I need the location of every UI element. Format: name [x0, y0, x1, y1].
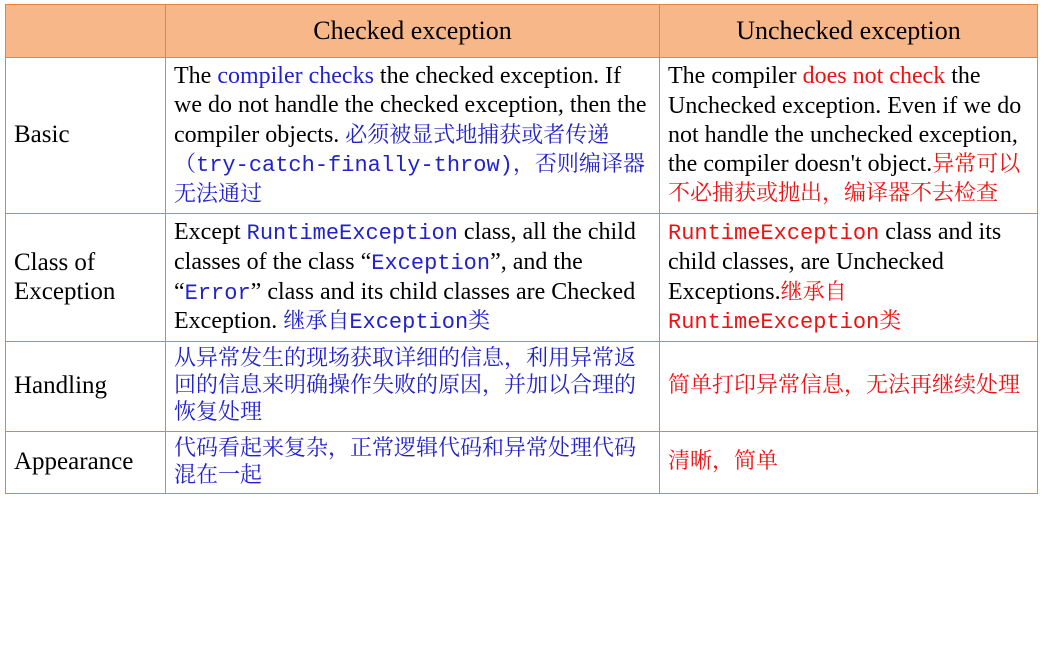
text-fragment: Except — [174, 218, 247, 245]
row-label-class-of-exception: Class of Exception — [6, 213, 166, 341]
text-fragment: ” class and its child classes are Checked Exception. — [174, 278, 636, 335]
header-corner-cell — [6, 5, 166, 58]
text-fragment-code: Exception — [349, 310, 469, 336]
text-fragment-chinese: ，否则编译器无法通过 — [174, 151, 645, 207]
cell-appearance-checked — [166, 431, 660, 494]
text-fragment: class and its child classes, are Unchecked Exceptions. — [668, 219, 1002, 305]
comparison-table — [5, 4, 1038, 494]
text-fragment: ”, and the “ — [174, 248, 583, 305]
table-row — [6, 213, 1038, 341]
text-fragment-chinese: 异常可以不必捕获或抛出，编译器不去检查 — [668, 152, 1021, 207]
header-checked-exception: Checked exception — [166, 5, 660, 58]
text-fragment-code: Exception — [371, 250, 491, 276]
cell-basic-checked — [166, 58, 660, 214]
text-fragment-chinese: 继承自 — [780, 279, 847, 305]
text-fragment-code: RuntimeException — [668, 221, 880, 247]
text-fragment-emphasis: does not check — [802, 63, 946, 90]
cell-class-unchecked — [660, 213, 1038, 341]
table-header — [6, 5, 1038, 58]
text-fragment-code: RuntimeException — [668, 309, 880, 335]
table-row — [6, 342, 1038, 431]
text-fragment: class, all the child classes of the class “ — [174, 218, 636, 275]
text-fragment: the checked exception. If we do not handle the checked exception, then the compiler objects. — [174, 63, 647, 148]
text-fragment-chinese: 清晰，简单 — [668, 449, 779, 475]
table-body — [6, 58, 1038, 494]
header-unchecked-exception: Unchecked exception — [660, 5, 1038, 58]
table-row — [6, 431, 1038, 494]
cell-basic-unchecked — [660, 58, 1038, 214]
text-fragment-code: try-catch-finally-throw) — [196, 152, 513, 178]
row-label-handling: Handling — [6, 342, 166, 431]
text-fragment: the Unchecked exception. Even if we do not handle the unchecked exception, the compiler doesn't object. — [668, 63, 1022, 178]
text-fragment-chinese: 代码看起来复杂，正常逻辑代码和异常处理代码混在一起 — [174, 435, 637, 488]
text-fragment-emphasis: compiler checks — [217, 63, 374, 89]
text-fragment-code: RuntimeException — [246, 220, 458, 246]
text-fragment-chinese: 必须被显式地捕获或者传递（ — [174, 122, 610, 177]
cell-handling-unchecked — [660, 342, 1038, 431]
text-fragment-chinese: 从异常发生的现场获取详细的信息，利用异常返回的信息来明确操作失败的原因，并加以合理的恢复处理 — [174, 346, 637, 425]
table-row — [6, 58, 1038, 214]
row-label-appearance: Appearance — [6, 431, 166, 494]
text-fragment-chinese: 类 — [879, 308, 902, 334]
text-fragment-chinese: 类 — [468, 309, 491, 335]
cell-handling-checked — [166, 342, 660, 431]
text-fragment: The — [174, 63, 218, 89]
text-fragment-chinese: 简单打印异常信息，无法再继续处理 — [668, 373, 1021, 399]
table-header-row — [6, 5, 1038, 58]
text-fragment-chinese: 继承自 — [283, 309, 350, 335]
text-fragment-code: Error — [184, 280, 251, 306]
text-fragment: The compiler — [668, 63, 803, 90]
cell-appearance-unchecked — [660, 431, 1038, 494]
row-label-basic: Basic — [6, 58, 166, 214]
cell-class-checked — [166, 213, 660, 341]
